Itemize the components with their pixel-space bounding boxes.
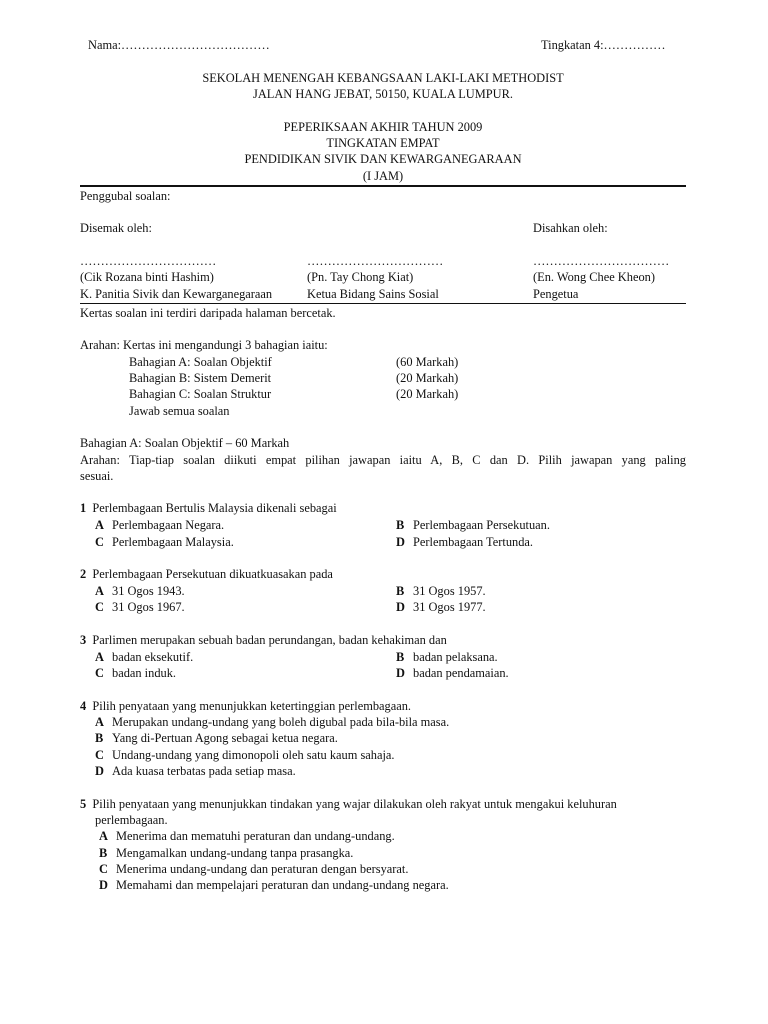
signature-line-2: …………………………… (307, 254, 444, 268)
option-b: B badan pelaksana. (396, 650, 498, 664)
option-d: D Ada kuasa terbatas pada setiap masa. (95, 764, 296, 778)
name-field-label: Nama:……………………………… (88, 38, 270, 52)
header-divider (80, 185, 686, 187)
option-c: C 31 Ogos 1967. (95, 600, 185, 614)
question-text-line1: Pilih penyataan yang menunjukkan tindakan yang wajar dilakukan oleh rakyat untuk mengakui keluhuran (92, 797, 617, 811)
option-d: D badan pendamaian. (396, 666, 509, 680)
signatory-role-3: Pengetua (533, 287, 579, 301)
answer-all-note: Jawab semua soalan (129, 404, 230, 418)
option-b: B Mengamalkan undang-undang tanpa prasangka. (99, 846, 354, 860)
option-d: D Memahami dan mempelajari peraturan dan undang-undang negara. (99, 878, 449, 892)
section-a-instruction-line2: sesuai. (80, 469, 114, 483)
exam-title: PEPERIKSAAN AKHIR TAHUN 2009 (283, 120, 483, 134)
signature-line-1: …………………………… (80, 254, 217, 268)
option-d: D 31 Ogos 1977. (396, 600, 486, 614)
checked-by-label: Disemak oleh: (80, 221, 152, 235)
question-2 (80, 568, 333, 580)
section-a-label: Bahagian A: Soalan Objektif (129, 355, 272, 369)
section-c-marks: (20 Markah) (396, 387, 459, 401)
question-number: 2 (80, 567, 87, 581)
exam-form-level: TINGKATAN EMPAT (326, 136, 440, 150)
option-a: A Perlembagaan Negara. (95, 518, 225, 532)
page-count-note: Kertas soalan ini terdiri daripada halaman bercetak. (80, 306, 336, 320)
staff-divider (80, 303, 686, 304)
exam-subject: PENDIDIKAN SIVIK DAN KEWARGANEGARAAN (244, 152, 522, 166)
question-4 (80, 700, 411, 712)
signatory-role-1: K. Panitia Sivik dan Kewarganegaraan (80, 287, 273, 301)
section-a-title: Bahagian A: Soalan Objektif – 60 Markah (80, 436, 290, 450)
option-b: B Perlembagaan Persekutuan. (396, 518, 550, 532)
option-b: B 31 Ogos 1957. (396, 584, 486, 598)
signature-line-3: …………………………… (533, 254, 670, 268)
option-c: C Undang-undang yang dimonopoli oleh satu kaum sahaja. (95, 748, 395, 762)
option-a: A badan eksekutif. (95, 650, 194, 664)
question-3 (80, 634, 447, 646)
question-1 (80, 502, 337, 514)
option-c: C Perlembagaan Malaysia. (95, 535, 234, 549)
section-c-label: Bahagian C: Soalan Struktur (129, 387, 272, 401)
school-name: SEKOLAH MENENGAH KEBANGSAAN LAKI-LAKI METHODIST (202, 71, 564, 85)
question-5 (80, 798, 617, 810)
exam-duration: (I JAM) (362, 169, 404, 183)
question-text: Perlembagaan Persekutuan dikuatkuasakan pada (92, 567, 333, 581)
form-level-field-label: Tingkatan 4:…………… (541, 38, 666, 52)
signatory-name-2: (Pn. Tay Chong Kiat) (307, 270, 414, 284)
question-number: 3 (80, 633, 87, 647)
section-b-label: Bahagian B: Sistem Demerit (129, 371, 272, 385)
question-text-line2: perlembagaan. (95, 813, 168, 827)
section-b-marks: (20 Markah) (396, 371, 459, 385)
setter-label: Penggubal soalan: (80, 189, 171, 203)
option-a: A Menerima dan mematuhi peraturan dan undang-undang. (99, 829, 395, 843)
signatory-name-3: (En. Wong Chee Kheon) (533, 270, 655, 284)
option-c: C badan induk. (95, 666, 177, 680)
section-a-marks: (60 Markah) (396, 355, 459, 369)
option-c: C Menerima undang-undang dan peraturan dengan bersyarat. (99, 862, 409, 876)
section-a-instruction-line1: Arahan: Tiap-tiap soalan diikuti empat pilihan jawapan iaitu A, B, C dan D. Pilih jawapan yang paling (80, 453, 686, 467)
signatory-role-2: Ketua Bidang Sains Sosial (307, 287, 439, 301)
general-instruction: Arahan: Kertas ini mengandungi 3 bahagian iaitu: (80, 338, 328, 352)
question-number: 1 (80, 501, 87, 515)
option-d: D Perlembagaan Tertunda. (396, 535, 534, 549)
question-number: 4 (80, 699, 87, 713)
approved-by-label: Disahkan oleh: (533, 221, 608, 235)
signatory-name-1: (Cik Rozana binti Hashim) (80, 270, 214, 284)
question-text: Parlimen merupakan sebuah badan perundangan, badan kehakiman dan (92, 633, 447, 647)
question-number: 5 (80, 797, 87, 811)
option-a: A 31 Ogos 1943. (95, 584, 185, 598)
option-b: B Yang di-Pertuan Agong sebagai ketua negara. (95, 731, 338, 745)
option-a: A Merupakan undang-undang yang boleh digubal pada bila-bila masa. (95, 715, 450, 729)
school-address: JALAN HANG JEBAT, 50150, KUALA LUMPUR. (253, 87, 513, 101)
question-text: Perlembagaan Bertulis Malaysia dikenali sebagai (92, 501, 337, 515)
question-text: Pilih penyataan yang menunjukkan ketertinggian perlembagaan. (92, 699, 412, 713)
